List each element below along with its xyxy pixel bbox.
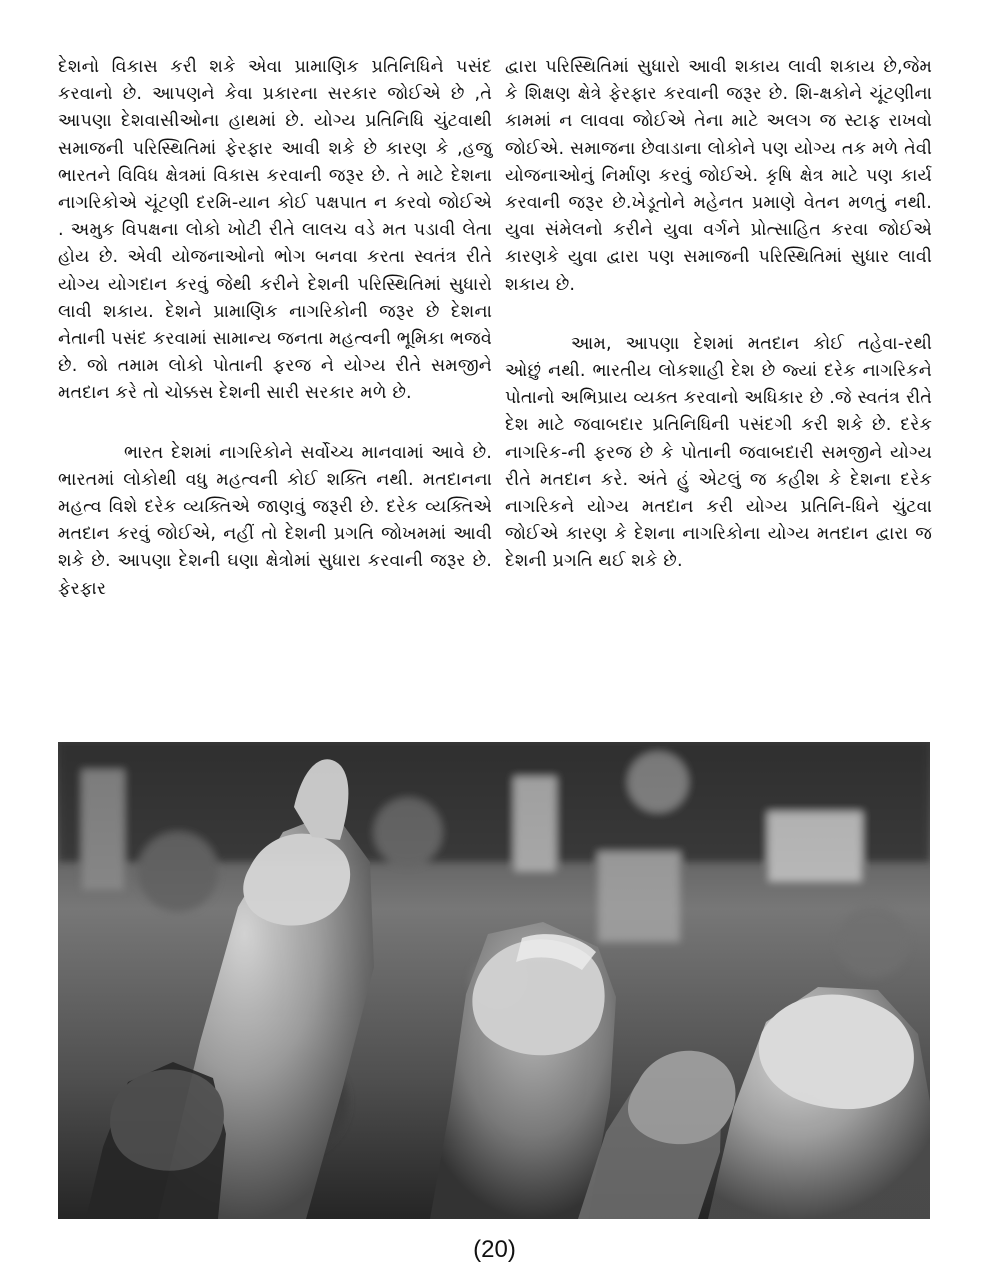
raised-fists-illustration [58, 742, 930, 1219]
right-paragraph-1: દ્વારા પરિસ્થિતિમાં સુધારો આવી શકાય લાવી શકાય છે,જેમ કે શિક્ષણ ક્ષેત્રે ફેરફાર કરવાની જરૂર છે. શિ-ક્ષકોને ચૂંટણીના કામમાં ન લાવવા જોઈએ તેના માટે અલગ જ સ્ટાફ રાખવો જોઈએ. સમાજના છેવાડાના લોકોને પણ યોગ્ય તક મળે તેવી યોજનાઓનું નિર્માણ કરવું જોઈએ. કૃષિ ક્ષેત્ર માટે પણ કાર્ય કરવાની જરૂર છે.ખેડૂતોને મહેનત પ્રમાણે વેતન મળતું નથી. યુવા સંમેલનો કરીને યુવા વર્ગને પ્રોત્સાહિત કરવા જોઈએ કારણકે યુવા દ્વારા પણ સમાજની પરિસ્થિતિમાં સુધાર લાવી શકાય છે. [505, 57, 932, 295]
left-text-column [58, 54, 492, 603]
left-paragraph-1: દેશનો વિકાસ કરી શકે એવા પ્રામાણિક પ્રતિનિધિને પસંદ કરવાનો છે. આપણને કેવા પ્રકારના સરકાર જોઈએ છે ,તે આપણા દેશવાસીઓના હાથમાં છે. યોગ્ય પ્રતિનિધિ ચુંટવાથી સમાજની પરિસ્થિતિમાં ફેરફાર આવી શકે છે કારણ કે ,હજુ ભારતને વિવિધ ક્ષેત્રમાં વિકાસ કરવાની જરૂર છે. તે માટે દેશના નાગરિકોએ ચૂંટણી દરમિ-યાન કોઈ પક્ષપાત ન કરવો જોઈએ . અમુક વિપક્ષના લોકો ખોટી રીતે લાલચ વડે મત પડાવી લેતા હોય છે. એવી યોજનાઓનો ભોગ બનવા કરતા સ્વતંત્ર રીતે યોગ્ય યોગદાન કરવું જેથી કરીને દેશની પરિસ્થિતિમાં સુધારો લાવી શકાય. દેશને પ્રામાણિક નાગરિકોની જરૂર છે દેશના નેતાની પસંદ કરવામાં સામાન્ય જનતા મહત્વની ભૂમિકા ભજવે છે. જો તમામ લોકો પોતાની ફરજ ને યોગ્ય રીતે સમજીને મતદાન કરે તો ચોક્કસ દેશની સારી સરકાર મળે છે. [58, 57, 492, 404]
page-number: (20) [473, 1236, 516, 1263]
left-paragraph-2: ભારત દેશમાં નાગરિકોને સર્વોચ્ચ માનવામાં આવે છે. ભારતમાં લોકોથી વધુ મહત્વની કોઈ શક્તિ નથી. મતદાનના મહત્વ વિશે દરેક વ્યક્તિએ જાણવું જરૂરી છે. દરેક વ્યક્તિએ મતદાન કરવું જોઈએ, નહીં તો દેશની પ્રગતિ જોખમમાં આવી શકે છે. આપણા દેશની ઘણા ક્ષેત્રોમાં સુધારા કરવાની જરૂર છે. ફેરફાર [58, 442, 492, 599]
right-paragraph-2: આમ, આપણા દેશમાં મતદાન કોઈ તહેવા-રથી ઓછું નથી. ભારતીય લોકશાહી દેશ છે જ્યાં દરેક નાગરિકને પોતાનો અભિપ્રાય વ્યક્ત કરવાનો અધિકાર છે .જે સ્વતંત્ર રીતે દેશ માટે જવાબદાર પ્રતિનિધિની પસંદગી કરી શકે છે. દરેક નાગરિક-ની ફરજ છે કે પોતાની જવાબદારી સમજીને યોગ્ય રીતે મતદાન કરે. અંતે હું એટલું જ કહીશ કે દેશના દરેક નાગરિકને યોગ્ય મતદાન કરી યોગ્ય પ્રતિનિ-ધિને ચુંટવા જોઈએ કારણ કે દેશના નાગરિકોના યોગ્ય મતદાન દ્વારા જ દેશની પ્રગતિ થઈ શકે છે. [505, 333, 932, 572]
right-text-column [505, 54, 932, 576]
raised-fists-photo [58, 742, 930, 1219]
